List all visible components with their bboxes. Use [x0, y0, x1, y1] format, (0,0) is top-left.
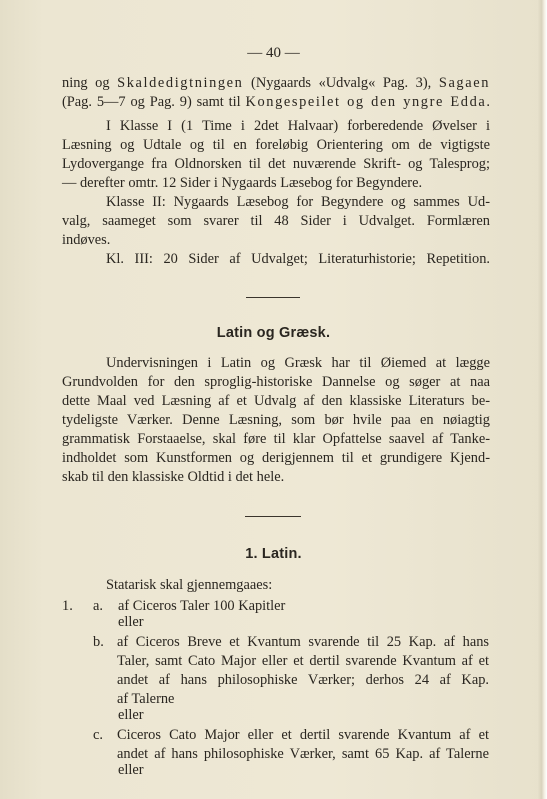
paragraph-continuation [62, 74, 490, 112]
text-line: tydeligste Værker. Denne Læsning, som bør hvile paa en nøiagtig [62, 412, 490, 428]
text-line: — derefter omtr. 12 Sider i Nygaards Læsebog for Begyndere. [62, 175, 423, 191]
text-line: Lydovergange fra Oldnorsken til det nuværende Skrift- og Talesprog; [62, 156, 490, 172]
text-line: andet af hans philosophiske Værker, samt 65 Kap. af Talerne [117, 746, 489, 762]
section-divider [246, 297, 300, 298]
text-line: grammatisk Forstaaelse, skal føre til klar Opfattelse saavel af Tanke- [62, 431, 490, 447]
text-line: I Klasse I (1 Time i 2det Halvaar) forberedende Øvelser i [106, 118, 490, 134]
text-line: skab til den klassiske Oldtid i det hele. [62, 469, 285, 485]
spaced-term: Skaldedigtningen [117, 75, 244, 91]
alternative-word: eller [118, 707, 144, 723]
text-line: dette Maal ved Læsning af et Udvalg af den klassiske Literaturs be- [62, 393, 490, 409]
item-text: af Ciceros Taler 100 Kapitler [118, 598, 286, 614]
spaced-term: Kongespeilet og den yngre Edda [245, 94, 487, 110]
subsection-heading: 1. Latin. [245, 546, 302, 562]
item-text [117, 633, 489, 709]
spaced-term: Sagaen [438, 75, 490, 91]
text-line: indøves. [62, 232, 111, 248]
paragraph-klasse-1 [62, 117, 490, 193]
section-divider [245, 516, 301, 517]
section-heading: Latin og Græsk. [216, 325, 331, 341]
alternative-word: eller [118, 614, 144, 630]
item-label: a. [93, 598, 103, 614]
text-line: Undervisningen i Latin og Græsk har til Øiemed at lægge [106, 355, 490, 371]
item-label: b. [93, 634, 104, 650]
paragraph-klasse-2 [62, 193, 490, 250]
text-line: valg, saameget som svarer til 48 Sider i Udvalget. Formlæren [62, 213, 490, 229]
list-number: 1. [62, 598, 73, 614]
page-edge [538, 0, 547, 799]
text-line: ning og Skaldedigtningen (Nygaards «Udvalg« Pag. 3), Sagaen [62, 75, 490, 91]
item-text [117, 726, 489, 764]
text-line: Læsning og Udtale og til en foreløbig Orientering om de vigtigste [62, 137, 490, 153]
text-line: indholdet som Kunstformen og derigjennem til et grundigere Kjend- [62, 450, 490, 466]
item-label: c. [93, 727, 103, 743]
paragraph-intro [62, 354, 490, 487]
alternative-word: eller [118, 762, 144, 778]
text-line: andet af hans philosophiske Værker; derhos 24 af Kap. [117, 672, 489, 688]
text-line: Klasse II: Nygaards Læsebog for Begyndere og sammes Ud- [106, 194, 490, 210]
list-intro: Statarisk skal gjennemgaaes: [106, 577, 273, 593]
page-number: — 40 — [247, 45, 300, 61]
text-line: (Pag. 5—7 og Pag. 9) samt til Kongespeilet og den yngre Edda. [62, 94, 490, 110]
text-line: Grundvolden for den sproglig-historiske Dannelse og søger at naa [62, 374, 490, 390]
text-line: af Talerne [117, 691, 175, 707]
paragraph-klasse-3 [62, 250, 490, 269]
text-line: af Ciceros Breve et Kvantum svarende til 25 Kap. af hans [117, 634, 489, 650]
text-line: Kl. III: 20 Sider af Udvalget; Literaturhistorie; Repetition. [106, 251, 490, 267]
text-line: Ciceros Cato Major eller et dertil svarende Kvantum af et [117, 727, 489, 743]
text-line: Taler, samt Cato Major eller et dertil svarende Kvantum af et [117, 653, 489, 669]
